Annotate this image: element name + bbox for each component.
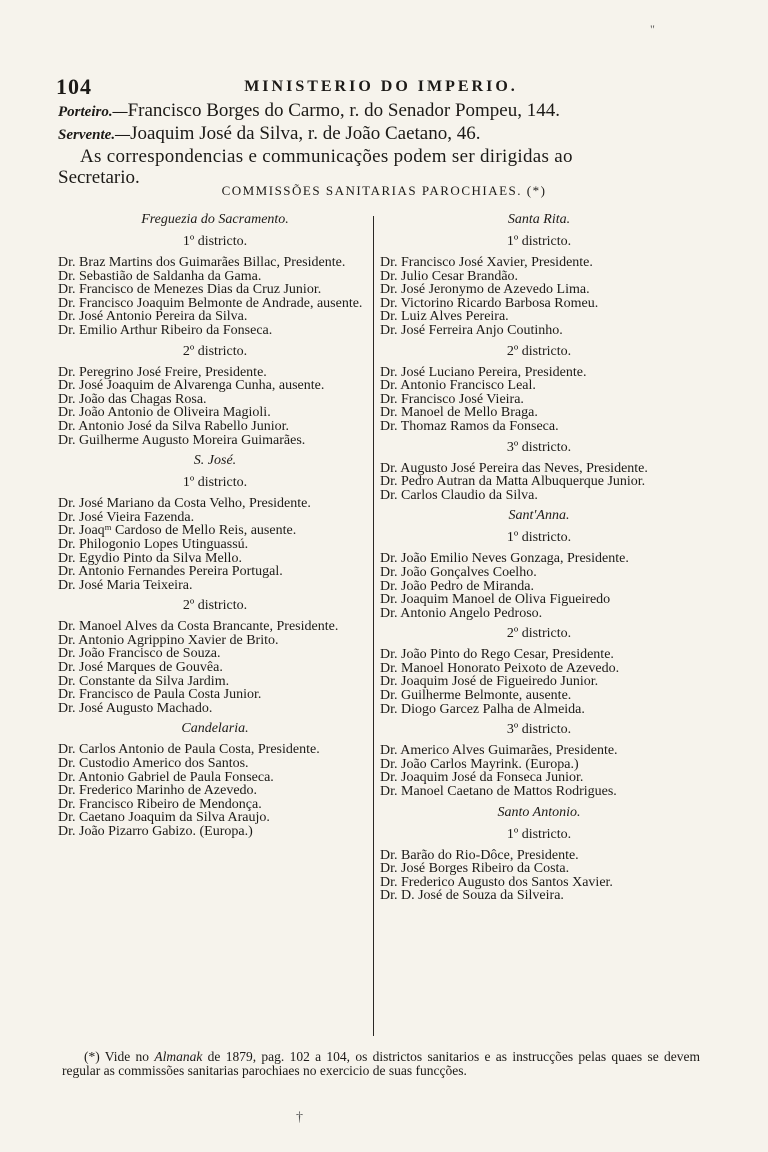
porteiro-line <box>58 100 706 123</box>
list-item: Dr. Egydio Pinto da Silva Mello. <box>58 550 242 566</box>
list-item: Dr. José Jeronymo de Azevedo Lima. <box>380 282 590 298</box>
running-header <box>56 74 706 100</box>
list-item: Dr. João Pinto do Rego Cesar, Presidente. <box>380 647 614 663</box>
footnote <box>62 1050 700 1078</box>
list-item: Dr. Manoel Alves da Costa Brancante, Presidente. <box>58 619 339 635</box>
list-item: Dr. Guilherme Augusto Moreira Guimarães. <box>58 432 306 448</box>
list-item: Dr. Antonio Francisco Leal. <box>380 378 536 394</box>
list-item: Dr. João Gonçalves Coelho. <box>380 564 537 580</box>
parish-title: Candelaria. <box>181 721 249 737</box>
list-item: Dr. Victorino Ricardo Barbosa Romeu. <box>380 295 599 311</box>
list-item: Dr. Joaquim José de Figueiredo Junior. <box>380 674 599 690</box>
list-item: Dr. Guilherme Belmonte, ausente. <box>380 688 572 704</box>
footnote-almanak: Almanak <box>154 1049 203 1064</box>
correspondence-note: As correspondencias e communicações podem ser dirigidas ao <box>80 146 573 167</box>
right-column <box>380 212 698 903</box>
list-item: Dr. Francisco Ribeiro de Mendonça. <box>58 796 262 812</box>
list-item: Dr. Augusto José Pereira das Neves, Presidente. <box>380 460 648 476</box>
list-item: Dr. Manoel Honorato Peixoto de Azevedo. <box>380 660 620 676</box>
list-item: Dr. Sebastião de Saldanha da Gama. <box>58 268 262 284</box>
list-item: Dr. Carlos Antonio de Paula Costa, Presidente. <box>58 742 320 758</box>
list-item: Dr. Americo Alves Guimarães, Presidente. <box>380 743 618 759</box>
parish-title: S. José. <box>193 453 237 469</box>
district-heading: 2º districto. <box>506 626 572 642</box>
porteiro-label: Porteiro.— <box>58 104 128 120</box>
district-heading: 3º districto. <box>506 439 572 455</box>
list-item: Dr. José Luciano Pereira, Presidente. <box>380 364 587 380</box>
list-item: Dr. Peregrino José Freire, Presidente. <box>58 364 267 380</box>
list-item: Dr. Manoel Caetano de Mattos Rodrigues. <box>380 784 617 800</box>
correspondence-note-cont: Secretario. <box>58 167 140 188</box>
list-item: Dr. Barão do Rio-Dôce, Presidente. <box>380 847 579 863</box>
list-item: Dr. João Francisco de Souza. <box>58 646 221 662</box>
list-item: Dr. José Maria Teixeira. <box>58 577 193 593</box>
district-heading: 3º districto. <box>506 722 572 738</box>
list-item: Dr. Antonio Fernandes Pereira Portugal. <box>58 564 283 580</box>
list-item: Dr. Pedro Autran da Matta Albuquerque Junior. <box>380 474 646 490</box>
list-item: Dr. Braz Martins dos Guimarães Billac, Presidente. <box>58 255 346 270</box>
list-item: Dr. Antonio Angelo Pedroso. <box>380 605 543 621</box>
intro-block <box>58 100 706 188</box>
list-item: Dr. Frederico Augusto dos Santos Xavier. <box>380 874 613 890</box>
footnote-after: de 1879, pag. 102 a 104, os districtos sanitarios e as instrucções pelas quaes se devem regular as commissões sanitarias parochiaes no exercicio de suas funcções. <box>62 1049 701 1078</box>
list-item: Dr. Joaquim José da Fonseca Junior. <box>380 770 584 786</box>
list-item: Dr. João das Chagas Rosa. <box>58 391 207 407</box>
list-item: Dr. Joaqᵐ Cardoso de Mello Reis, ausente. <box>58 523 297 539</box>
list-item: Dr. Luiz Alves Pereira. <box>380 309 509 325</box>
left-column <box>58 212 372 839</box>
list-item: Dr. Thomaz Ramos da Fonseca. <box>380 418 559 434</box>
list-item: Dr. D. José de Souza da Silveira. <box>380 888 564 904</box>
list-item: Dr. José Marques de Gouvêa. <box>58 660 223 676</box>
district-heading: 2º districto. <box>182 598 248 614</box>
corner-mark: " <box>650 22 655 36</box>
list-item: Dr. José Mariano da Costa Velho, Presidente. <box>58 496 311 512</box>
list-item: Dr. José Augusto Machado. <box>58 700 213 716</box>
footnote-before: (*) Vide no <box>84 1049 150 1064</box>
list-item: Dr. Joaquim Manoel de Oliva Figueiredo <box>380 592 611 608</box>
district-heading: 1º districto. <box>506 234 572 249</box>
porteiro-text: Francisco Borges do Carmo, r. do Senador Pompeu, 144. <box>127 100 560 121</box>
district-heading: 1º districto. <box>506 826 572 842</box>
servente-line <box>58 123 706 146</box>
list-item: Dr. Francisco de Paula Costa Junior. <box>58 687 262 703</box>
list-item: Dr. Constante da Silva Jardim. <box>58 673 230 689</box>
list-item: Dr. Manoel de Mello Braga. <box>380 405 538 421</box>
district-heading: 2º districto. <box>506 343 572 359</box>
servente-label: Servente.— <box>58 127 131 143</box>
list-item: Dr. José Antonio Pereira da Silva. <box>58 309 248 325</box>
list-item: Dr. João Pizarro Gabizo. (Europa.) <box>58 824 253 839</box>
district-heading: 2º districto. <box>182 343 248 359</box>
list-item: Dr. João Carlos Mayrink. (Europa.) <box>380 756 579 772</box>
list-item: Dr. Francisco José Xavier, Presidente. <box>380 255 593 270</box>
parish-title: Santo Antonio. <box>497 804 581 820</box>
list-item: Dr. Francisco Joaquim Belmonte de Andrade, ausente. <box>58 295 363 311</box>
list-item: Dr. João Antonio de Oliveira Magioli. <box>58 405 271 421</box>
page-number: 104 <box>56 74 92 99</box>
district-heading: 1º districto. <box>182 234 248 249</box>
list-item: Dr. Antonio José da Silva Rabello Junior. <box>58 418 289 434</box>
bottom-mark: † <box>296 1110 303 1125</box>
list-item: Dr. José Joaquim de Alvarenga Cunha, ausente. <box>58 378 325 394</box>
parish-title: Santa Rita. <box>507 212 571 227</box>
running-title: MINISTERIO DO IMPERIO. <box>244 78 518 95</box>
parish-title: Freguezia do Sacramento. <box>141 212 289 227</box>
list-item: Dr. Julio Cesar Brandão. <box>380 268 519 284</box>
column-divider <box>373 216 374 1036</box>
district-heading: 1º districto. <box>182 475 248 491</box>
list-item: Dr. João Emilio Neves Gonzaga, Presidente. <box>380 551 629 567</box>
list-item: Dr. Antonio Gabriel de Paula Fonseca. <box>58 769 274 785</box>
list-item: Dr. Francisco José Vieira. <box>380 391 524 407</box>
list-item: Dr. Custodio Americo dos Santos. <box>58 756 249 772</box>
list-item: Dr. Carlos Claudio da Silva. <box>380 487 538 503</box>
list-item: Dr. José Ferreira Anjo Coutinho. <box>380 322 563 338</box>
list-item: Dr. Philogonio Lopes Utinguassú. <box>58 536 249 552</box>
list-item: Dr. Emilio Arthur Ribeiro da Fonseca. <box>58 322 273 338</box>
section-title: COMMISSÕES SANITARIAS PAROCHIAES. (*) <box>221 183 547 198</box>
list-item: Dr. Caetano Joaquim da Silva Araujo. <box>58 810 270 826</box>
parish-title: Sant'Anna. <box>508 508 570 524</box>
list-item: Dr. Francisco de Menezes Dias da Cruz Junior. <box>58 282 322 298</box>
list-item: Dr. Diogo Garcez Palha de Almeida. <box>380 701 585 717</box>
list-item: Dr. José Borges Ribeiro da Costa. <box>380 861 570 877</box>
list-item: Dr. Frederico Marinho de Azevedo. <box>58 783 258 799</box>
list-item: Dr. João Pedro de Miranda. <box>380 578 534 594</box>
district-heading: 1º districto. <box>506 530 572 546</box>
list-item: Dr. José Vieira Fazenda. <box>58 509 195 525</box>
list-item: Dr. Antonio Agrippino Xavier de Brito. <box>58 632 279 648</box>
servente-text: Joaquim José da Silva, r. de João Caetano, 46. <box>130 123 481 144</box>
